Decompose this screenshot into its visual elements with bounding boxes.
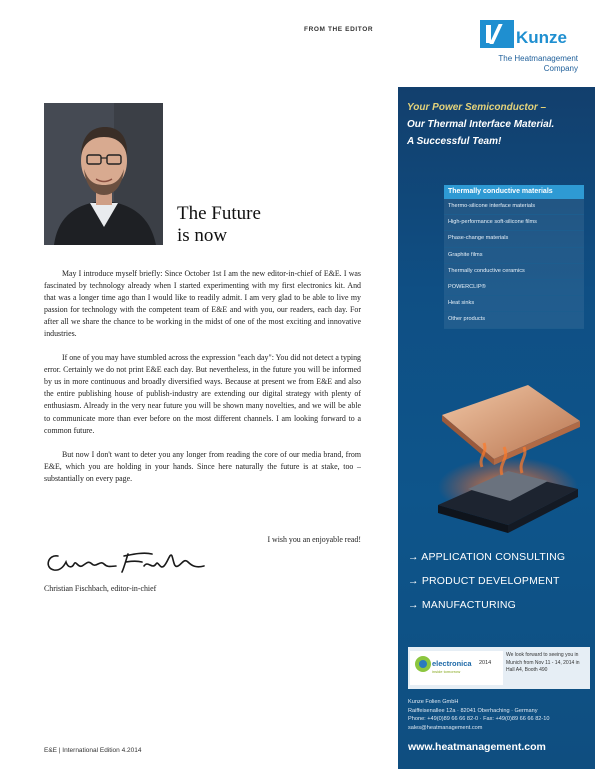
kunze-advertisement <box>398 87 595 769</box>
product-item: Thermo-silicone interface materials <box>444 199 584 215</box>
kunze-logo-name: Kunze <box>516 28 567 47</box>
website-link[interactable]: www.heatmanagement.com <box>408 741 546 753</box>
kunze-logo-tagline: The Heatmanagement <box>498 54 578 63</box>
ad-headline-line: Our Thermal Interface Material. <box>407 119 555 130</box>
ad-headline-line: A Successful Team! <box>407 136 502 147</box>
service-item: → APPLICATION CONSULTING <box>408 551 566 563</box>
article-body <box>44 268 361 497</box>
article-title-line-1: The Future <box>177 203 261 224</box>
byline: Christian Fischbach, editor-in-chief <box>44 584 157 593</box>
electronica-logo-text: electronica <box>432 659 472 668</box>
kunze-logo-tagline-2: Company <box>543 64 578 73</box>
product-list <box>444 185 584 329</box>
trade-fair-notice <box>408 647 590 689</box>
product-item: Other products <box>444 312 584 328</box>
product-list-title: Thermally conductive materials <box>444 185 584 199</box>
trade-fair-text: We look forward to seeing you in Munich from Nov 11 - 14, 2014 in Hall A4, Booth 490 <box>506 652 580 673</box>
electronica-logo <box>410 651 503 685</box>
product-item: POWERCLIP® <box>444 280 584 296</box>
contact-line: Kunze Folien GmbH <box>408 699 459 705</box>
editor-signature <box>44 546 214 576</box>
kunze-logo-mark <box>480 20 514 48</box>
article-paragraph: If one of you may have stumbled across the expression "each day": You did not detect a typing error. Certainly we do not print E&E each day. But nevertheless, in the future you will be informed by us in more continuous and broadly diversified ways. Because at present we from E&E and also the entire publishing house of publish-industry are extending our digital strategy with plenty of enthusiasm. Already in the very near future you will be shown many novelties, and we will be able to communicate more than ever before on the most different channels. I am looking forward to a common future. <box>44 353 361 435</box>
kunze-logo <box>452 18 582 78</box>
product-item: Graphite films <box>444 248 584 264</box>
editor-portrait <box>44 103 163 245</box>
article-paragraph: May I introduce myself briefly: Since October 1st I am the new editor-in-chief of E&E. I was fascinated by technology already when I started experimenting with my first electronics kit. And that was a longer time ago than I would like to readily admit. I am very glad to be able to live my passion for technology with the competent team of E&E and with you, our readers, each day. For after all we share the chance to be working in the midst of one of the most exciting and innovative industries. <box>44 269 361 339</box>
article-paragraph: But now I don't want to deter you any longer from reading the core of our media brand, from E&E, which you are holding in your hands. Since here naturally the future is at stake, too – substantially on every page. <box>44 449 361 483</box>
ad-headline-line: Your Power Semiconductor – <box>407 102 547 113</box>
article-title <box>177 203 261 247</box>
product-item: Thermally conductive ceramics <box>444 264 584 280</box>
electronica-logo-sub: inside tomorrow <box>432 669 461 674</box>
contact-email[interactable]: sales@heatmanagement.com <box>408 725 483 732</box>
electronica-logo-year: 2014 <box>479 660 492 666</box>
contact-block <box>408 698 590 733</box>
page-footer: E&E | International Edition 4.2014 <box>44 747 142 754</box>
contact-line: Phone: +49(0)89 66 66 82-0 · Fax: +49(0)89 66 66 82-10 <box>408 716 550 723</box>
section-label: FROM THE EDITOR <box>304 26 374 33</box>
ad-headline <box>407 99 592 150</box>
product-item: Heat sinks <box>444 296 584 312</box>
closing-line: I wish you an enjoyable read! <box>267 535 361 544</box>
product-item: Phase-change materials <box>444 231 584 247</box>
product-item: High-performance soft-silicone films <box>444 215 584 231</box>
service-item: → PRODUCT DEVELOPMENT <box>408 575 560 587</box>
contact-line: Raiffeisenallee 12a · 82041 Oberhaching · Germany <box>408 707 538 714</box>
service-list <box>408 551 565 623</box>
thermal-chip-illustration <box>418 377 588 537</box>
service-item: → MANUFACTURING <box>408 599 516 611</box>
article-title-line-2: is now <box>177 225 228 246</box>
